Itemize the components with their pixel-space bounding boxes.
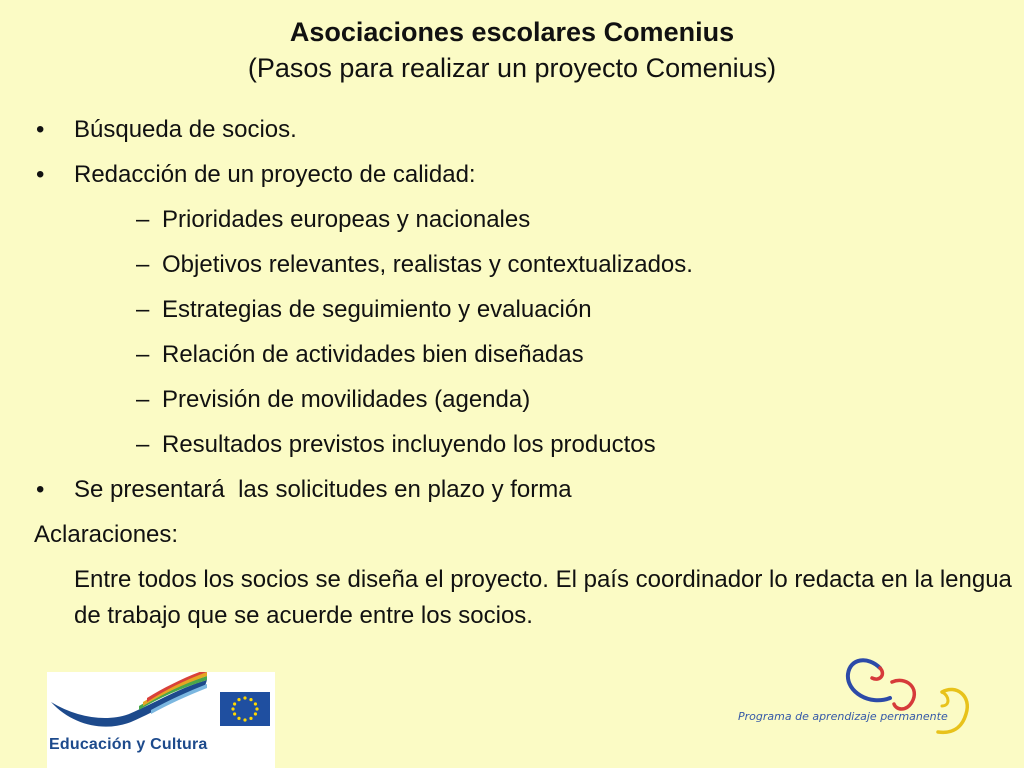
bullet-item bbox=[34, 112, 1019, 157]
eu-flag-icon bbox=[220, 692, 270, 726]
dash-symbol: – bbox=[136, 341, 150, 368]
dash-symbol: – bbox=[136, 431, 150, 458]
title-main: Asociaciones escolares Comenius bbox=[289, 17, 735, 47]
dash-symbol: – bbox=[136, 386, 150, 413]
aclaraciones-label: Aclaraciones: bbox=[34, 521, 179, 548]
bullet-symbol: • bbox=[36, 116, 45, 143]
dash-symbol: – bbox=[136, 206, 150, 233]
sub-item-text: Resultados previstos incluyendo los productos bbox=[162, 431, 656, 458]
bullet-text: Redacción de un proyecto de calidad: bbox=[74, 161, 476, 188]
slide-content bbox=[34, 112, 1019, 634]
bullet-item bbox=[34, 157, 1019, 202]
sub-item-text: Prioridades europeas y nacionales bbox=[162, 206, 531, 233]
aclaraciones-text: Entre todos los socios se diseña el proyecto. El país coordinador lo redacta en la lengua de trabajo que se acuerde entre los socios. bbox=[74, 566, 1012, 629]
bullet-text: Búsqueda de socios. bbox=[74, 116, 297, 143]
sub-item bbox=[34, 247, 1019, 292]
spiral-logo-icon bbox=[730, 648, 1010, 758]
educacion-cultura-logo bbox=[47, 672, 275, 768]
sub-item bbox=[34, 337, 1019, 382]
dash-symbol: – bbox=[136, 296, 150, 323]
programa-logo bbox=[730, 648, 1010, 758]
title-subtitle: (Pasos para realizar un proyecto Comenius) bbox=[247, 53, 777, 83]
sub-item-text: Estrategias de seguimiento y evaluación bbox=[162, 296, 592, 323]
sub-item bbox=[34, 292, 1019, 337]
bullet-symbol: • bbox=[36, 161, 45, 188]
swoosh-logo-icon bbox=[47, 672, 217, 734]
sub-item-text: Previsión de movilidades (agenda) bbox=[162, 386, 531, 413]
sub-item bbox=[34, 202, 1019, 247]
educacion-cultura-text: Educación y Cultura bbox=[49, 736, 208, 753]
bullet-text: Se presentará las solicitudes en plazo y forma bbox=[74, 476, 572, 503]
programa-text: Programa de aprendizaje permanente bbox=[738, 710, 948, 723]
sub-item-text: Objetivos relevantes, realistas y contextualizados. bbox=[162, 251, 693, 278]
sub-item bbox=[34, 427, 1019, 472]
slide-title bbox=[0, 14, 1024, 86]
sub-item bbox=[34, 382, 1019, 427]
dash-symbol: – bbox=[136, 251, 150, 278]
bullet-symbol: • bbox=[36, 476, 45, 503]
sub-item-text: Relación de actividades bien diseñadas bbox=[162, 341, 584, 368]
bullet-item bbox=[34, 472, 1019, 517]
